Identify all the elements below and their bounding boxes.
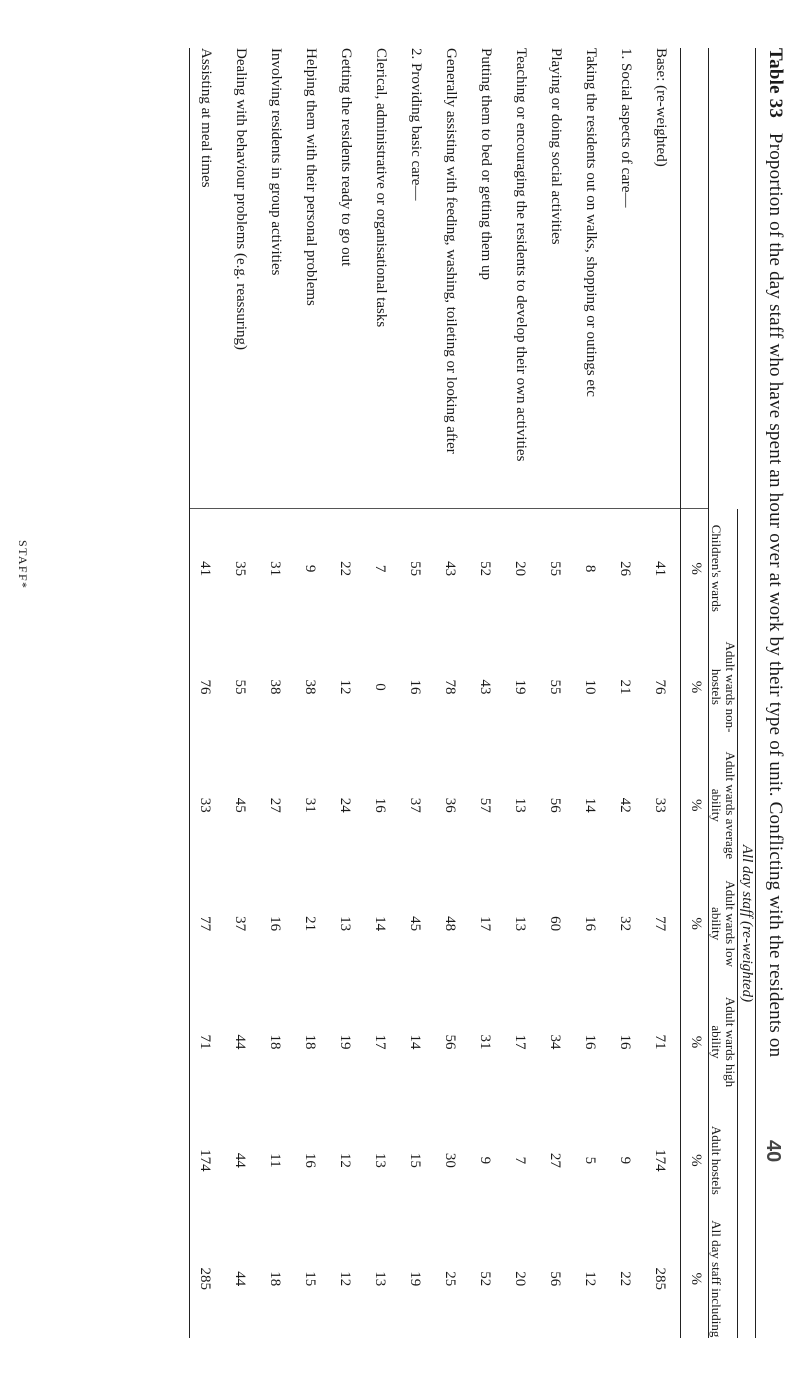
value-cell: 43 — [477, 679, 493, 695]
column-header: Adult wards average ability — [709, 746, 738, 864]
percent-cell: % — [681, 864, 709, 982]
value-cell: 55 — [540, 509, 575, 628]
percent-cell: % — [681, 509, 709, 628]
value-cell: 31 — [477, 1034, 493, 1050]
row-label: Dealing with behaviour problems (e.g. reassuring) — [233, 48, 249, 350]
value-cell: 35 — [225, 509, 260, 628]
value-cell: 11 — [267, 1153, 283, 1168]
value-cell: 56 — [547, 1271, 563, 1287]
value-cell: 10 — [582, 679, 598, 695]
value-cell: 13 — [512, 797, 528, 813]
value-cell: 45 — [407, 916, 423, 932]
value-cell: 36 — [442, 797, 458, 813]
percent-cell: % — [681, 746, 709, 864]
value-cell: 8 — [575, 509, 610, 628]
value-cell: 30 — [442, 1152, 458, 1168]
percent-cell: % — [681, 1101, 709, 1219]
value-cell: 41 — [190, 509, 226, 628]
row-label: Playing or doing social activities — [548, 48, 564, 245]
row-label: Involving residents in group activities — [268, 48, 284, 276]
stub-header — [709, 48, 756, 509]
value-cell: 285 — [190, 1220, 226, 1338]
row-label: Assisting at meal times — [190, 48, 226, 509]
value-cell: 44 — [232, 1152, 248, 1168]
value-cell: 55 — [547, 679, 563, 695]
value-cell: 9 — [617, 1156, 633, 1165]
value-cell: 20 — [512, 1271, 528, 1287]
value-cell: 14 — [407, 1034, 423, 1050]
value-cell: 76 — [190, 628, 226, 746]
value-cell: 31 — [260, 509, 295, 628]
value-cell: 22 — [330, 509, 365, 628]
value-cell: 44 — [232, 1034, 248, 1050]
value-cell: 9 — [295, 509, 330, 628]
value-cell: 5 — [582, 1156, 598, 1165]
value-cell: 18 — [267, 1034, 283, 1050]
value-cell: 174 — [190, 1101, 226, 1219]
value-cell: 32 — [617, 916, 633, 932]
table-number: Table 33 — [765, 48, 786, 119]
row-label: Teaching or encouraging the residents to develop their own activities — [513, 48, 529, 462]
value-cell: 52 — [477, 1271, 493, 1287]
column-header: Adult wards high ability — [709, 983, 738, 1101]
value-cell: 7 — [365, 509, 400, 628]
value-cell: 13 — [372, 1152, 388, 1168]
value-cell: 15 — [407, 1152, 423, 1168]
table-title — [764, 48, 786, 1057]
percent-cell: % — [681, 1220, 709, 1338]
value-cell: 33 — [190, 746, 226, 864]
value-cell: 44 — [232, 1271, 248, 1287]
table-row — [365, 48, 400, 1338]
value-cell: 16 — [617, 1034, 633, 1050]
row-label: Clerical, administrative or organisational tasks — [373, 48, 389, 328]
row-label: Getting the residents ready to go out — [338, 48, 354, 267]
value-cell: 16 — [407, 679, 423, 695]
value-cell: 38 — [267, 679, 283, 695]
column-header: Adult hostels — [709, 1101, 738, 1219]
value-cell: 48 — [442, 916, 458, 932]
value-cell: 14 — [372, 916, 388, 932]
value-cell: 174 — [652, 1149, 668, 1172]
column-header: All day staff including — [709, 1220, 738, 1338]
column-header: Adult wards non-hostels — [709, 628, 738, 746]
value-cell: 22 — [617, 1271, 633, 1287]
value-cell: 15 — [302, 1271, 318, 1287]
value-cell: 14 — [582, 797, 598, 813]
value-cell: 33 — [652, 797, 668, 813]
value-cell: 285 — [652, 1267, 668, 1291]
value-cell: 19 — [512, 679, 528, 695]
value-cell: 17 — [372, 1034, 388, 1050]
value-cell: 60 — [547, 916, 563, 932]
value-cell: 42 — [617, 797, 633, 813]
value-cell: 41 — [645, 509, 681, 628]
value-cell: 26 — [610, 509, 645, 628]
value-cell: 20 — [505, 509, 540, 628]
row-label: Base: (re-weighted) — [653, 48, 669, 167]
table-row — [295, 48, 330, 1338]
row-label: Putting them to bed or getting them up — [478, 48, 494, 281]
table-row — [505, 48, 540, 1338]
value-cell: 0 — [372, 683, 388, 691]
table-row — [435, 48, 470, 1338]
row-label: Generally assisting with feeding, washing, toileting or looking after — [443, 48, 459, 454]
value-cell: 34 — [547, 1034, 563, 1050]
value-cell: 57 — [477, 797, 493, 813]
table-row — [225, 48, 260, 1338]
value-cell: 37 — [407, 797, 423, 813]
row-label: Taking the residents out on walks, shopping or outings etc — [583, 48, 599, 397]
column-header: Children's wards — [709, 509, 738, 628]
value-cell: 76 — [652, 679, 668, 695]
table-row — [610, 48, 645, 1338]
value-cell: 16 — [372, 797, 388, 813]
value-cell: 17 — [477, 916, 493, 932]
value-cell: 77 — [652, 916, 668, 932]
value-cell: 55 — [400, 509, 435, 628]
value-cell: 16 — [302, 1152, 318, 1168]
value-cell: 12 — [337, 1152, 353, 1168]
percent-row-stub — [681, 48, 709, 509]
table-caption: Proportion of the day staff who have spent an hour over at work by their type of unit. Conflicting with the residents on — [765, 132, 786, 1058]
table-row — [190, 48, 226, 1338]
value-cell: 7 — [512, 1156, 528, 1165]
value-cell: 24 — [337, 797, 353, 813]
value-cell: 13 — [372, 1271, 388, 1287]
value-cell: 56 — [442, 1034, 458, 1050]
value-cell: 16 — [267, 916, 283, 932]
table-row — [470, 48, 505, 1338]
table-row — [575, 48, 610, 1338]
value-cell: 21 — [302, 916, 318, 932]
value-cell: 16 — [582, 916, 598, 932]
value-cell: 27 — [267, 797, 283, 813]
value-cell: 43 — [435, 509, 470, 628]
table-row — [400, 48, 435, 1338]
value-cell: 18 — [302, 1034, 318, 1050]
percent-row — [681, 48, 709, 1338]
page-number: 40 — [762, 1140, 784, 1163]
table-subheading: All day staff (re-weighted) — [738, 509, 756, 1338]
value-cell: 21 — [617, 679, 633, 695]
value-cell: 25 — [442, 1271, 458, 1287]
value-cell: 13 — [512, 916, 528, 932]
table-row — [330, 48, 365, 1338]
table-row — [540, 48, 575, 1338]
value-cell: 12 — [582, 1271, 598, 1287]
value-cell: 38 — [302, 679, 318, 695]
value-cell: 56 — [547, 797, 563, 813]
value-cell: 71 — [190, 983, 226, 1101]
value-cell: 19 — [407, 1271, 423, 1287]
value-cell: 17 — [512, 1034, 528, 1050]
percent-cell: % — [681, 983, 709, 1101]
value-cell: 27 — [547, 1152, 563, 1168]
value-cell: 52 — [470, 509, 505, 628]
row-label: 1. Social aspects of care— — [618, 48, 634, 208]
value-cell: 31 — [302, 797, 318, 813]
value-cell: 19 — [337, 1034, 353, 1050]
value-cell: 78 — [442, 679, 458, 695]
staff-table — [189, 48, 756, 1338]
table-row — [260, 48, 295, 1338]
table-row — [645, 48, 681, 1338]
value-cell: 77 — [190, 864, 226, 982]
value-cell: 18 — [267, 1271, 283, 1287]
value-cell: 16 — [582, 1034, 598, 1050]
value-cell: 13 — [337, 916, 353, 932]
row-label: 2. Providing basic care— — [408, 48, 424, 201]
value-cell: 12 — [337, 1271, 353, 1287]
value-cell: 71 — [652, 1034, 668, 1050]
staff-label: STAFF* — [16, 540, 30, 590]
percent-cell: % — [681, 628, 709, 746]
value-cell: 9 — [477, 1156, 493, 1165]
row-label: Helping them with their personal problems — [303, 48, 319, 306]
column-header: Adult wards low ability — [709, 864, 738, 982]
value-cell: 37 — [232, 916, 248, 932]
value-cell: 45 — [232, 797, 248, 813]
value-cell: 55 — [232, 679, 248, 695]
value-cell: 12 — [337, 679, 353, 695]
